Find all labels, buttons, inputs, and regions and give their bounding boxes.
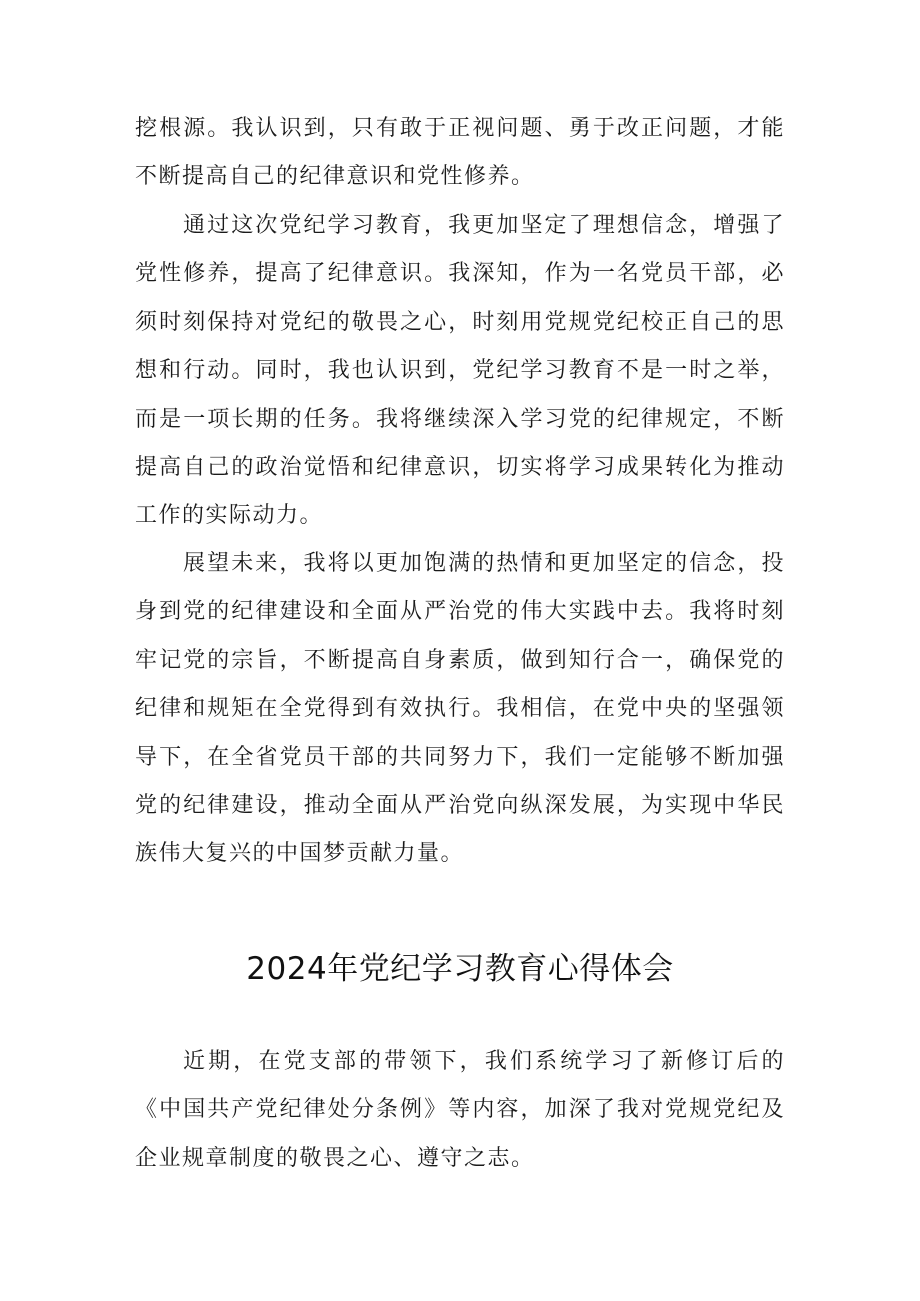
- document-title: 2024年党纪学习教育心得体会: [246, 951, 674, 987]
- paragraph-continuation: 挖根源。我认识到，只有敢于正视问题、勇于改正问题，才能不断提高自己的纪律意识和党性修养。: [135, 116, 785, 190]
- paragraph-future-outlook: 展望未来，我将以更加饱满的热情和更加坚定的信念，投身到党的纪律建设和全面从严治党的伟大实践中去。我将时刻牢记党的宗旨，不断提高自身素质，做到知行合一，确保党的纪律和规矩在全党得到有效执行。我相信，在党中央的坚强领导下，在全省党员干部的共同努力下，我们一定能够不断加强党的纪律建设，推动全面从严治党向纵深发展，为实现中华民族伟大复兴的中国梦贡献力量。: [135, 551, 785, 867]
- paragraph-study-reflection: 通过这次党纪学习教育，我更加坚定了理想信念，增强了党性修养，提高了纪律意识。我深知，作为一名党员干部，必须时刻保持对党纪的敬畏之心，时刻用党规党纪校正自己的思想和行动。同时，我也认识到，党纪学习教育不是一时之举，而是一项长期的任务。我将继续深入学习党的纪律规定，不断提高自己的政治觉悟和纪律意识，切实将学习成果转化为推动工作的实际动力。: [135, 213, 785, 529]
- paragraph-intro: 近期，在党支部的带领下，我们系统学习了新修订后的《中国共产党纪律处分条例》等内容，加深了我对党规党纪及企业规章制度的敬畏之心、遵守之志。: [135, 1049, 785, 1171]
